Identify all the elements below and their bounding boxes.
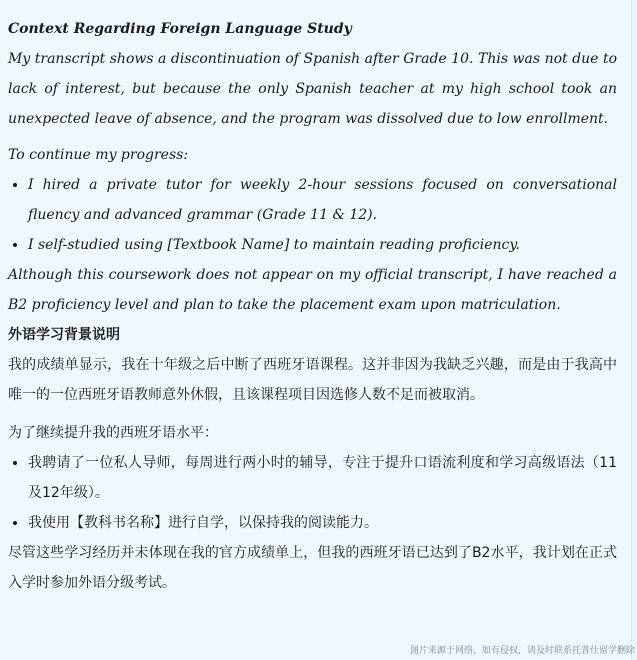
chinese-bullet-self-study: • 我使用【教科书名称】进行自学，以保持我的阅读能力。 [28, 508, 617, 538]
english-bullet-self-study: • I self-studied using [Textbook Name] to maintain reading proficiency. [28, 230, 617, 260]
english-title: Context Regarding Foreign Language Study [8, 21, 352, 37]
english-bullet-list [8, 170, 617, 260]
english-closing: Although this coursework does not appear on my official transcript, I have reached a B2 proficiency level and plan to take the placement exam upon matriculation. [8, 267, 617, 313]
chinese-bullet-tutor: • 我聘请了一位私人导师，每周进行两小时的辅导，专注于提升口语流利度和学习高级语法（11及12年级）。 [28, 448, 617, 508]
english-intro: To continue my progress: [8, 147, 189, 163]
chinese-title: 外语学习背景说明 [8, 327, 120, 343]
watermark-caption: 图片来源于网络，如有侵权，请及时联系托普仕留学删除 [409, 646, 635, 656]
chinese-closing: 尽管这些学习经历并未体现在我的官方成绩单上，但我的西班牙语已达到了B2水平，我计划在正式入学时参加外语分级考试。 [8, 545, 617, 591]
chinese-intro: 为了继续提升我的西班牙语水平： [8, 425, 218, 441]
chinese-paragraph: 我的成绩单显示，我在十年级之后中断了西班牙语课程。这并非因为我缺乏兴趣，而是由于我高中唯一的一位西班牙语教师意外休假，且该课程项目因选修人数不足而被取消。 [8, 357, 617, 403]
chinese-section [8, 320, 617, 598]
english-paragraph: My transcript shows a discontinuation of Spanish after Grade 10. This was not due to lack of interest, but because the only Spanish teacher at my high school took an unexpected leave of absence, and the program was dissolved due to low enrollment. [8, 51, 617, 127]
chinese-bullet-list [8, 448, 617, 538]
english-section [8, 14, 617, 320]
english-bullet-tutor: • I hired a private tutor for weekly 2-hour sessions focused on conversational fluency and advanced grammar (Grade 11 & 12). [28, 170, 617, 230]
